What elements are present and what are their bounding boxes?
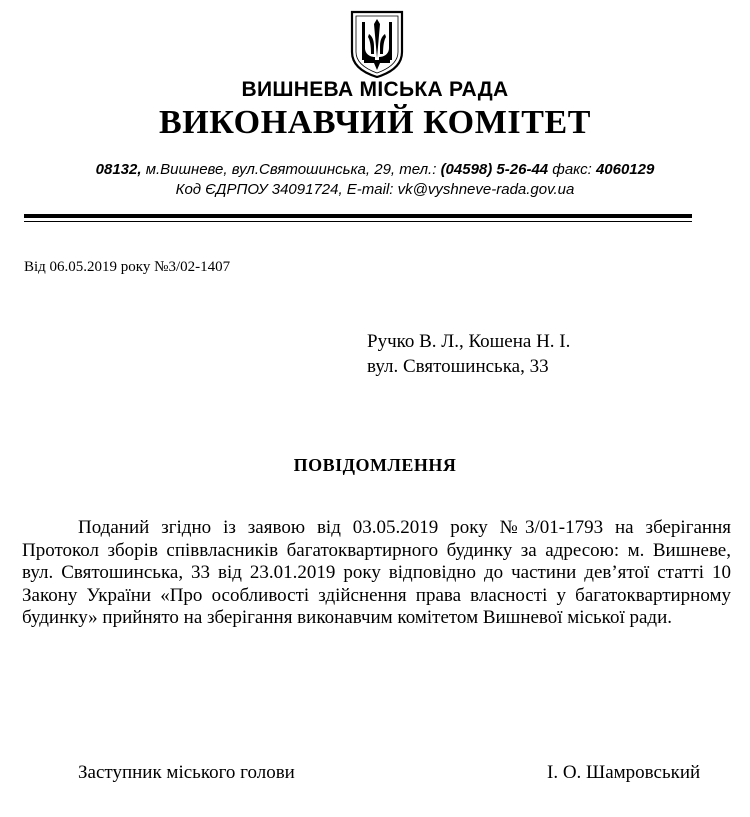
council-name: ВИШНЕВА МІСЬКА РАДА — [241, 78, 509, 101]
postcode: 08132, — [95, 161, 142, 178]
recipient-name: Ручко В. Л., Кошена Н. І. — [367, 331, 571, 352]
signatory-position: Заступник міського голови — [78, 762, 295, 783]
address: м.Вишневе, вул.Святошинська, 29, тел.: — [141, 161, 441, 178]
body-text: Поданий згідно із заявою від 03.05.2019 року №3/01-1793 на зберігання Протокол зборів співвласників багатоквартирного будинку за адресою: м. Вишневе, вул. Святошинська, 33 від 23.01.2019 року відповідно до частини дев’ятої статті 10 Закону України «Про особливості здійснення права власності у багатоквартирному будинку» прийнято на зберігання виконавчим комітетом Вишневої міської ради. — [22, 517, 731, 628]
recipient-block — [367, 329, 570, 379]
signatory-name: І. О. Шамровський — [547, 762, 701, 783]
document-reference: Від 06.05.2019 року №3/02-1407 — [24, 259, 231, 275]
contact-line — [0, 161, 750, 178]
body-paragraph — [22, 517, 731, 630]
fax-label: факс: — [548, 161, 596, 178]
registry-line: Код ЄДРПОУ 34091724, E-mail: vk@vyshneve-rada.gov.ua — [175, 181, 575, 198]
fax: 4060129 — [595, 161, 655, 178]
tryzub-coat-of-arms-icon — [350, 10, 404, 78]
phone: (04598) 5-26-44 — [440, 161, 549, 178]
header-divider-thick — [24, 214, 692, 218]
committee-name: ВИКОНАВЧИЙ КОМІТЕТ — [158, 104, 592, 141]
document-title: ПОВІДОМЛЕННЯ — [293, 455, 457, 475]
header-divider-thin — [24, 221, 692, 222]
recipient-address: вул. Святошинська, 33 — [367, 356, 549, 377]
